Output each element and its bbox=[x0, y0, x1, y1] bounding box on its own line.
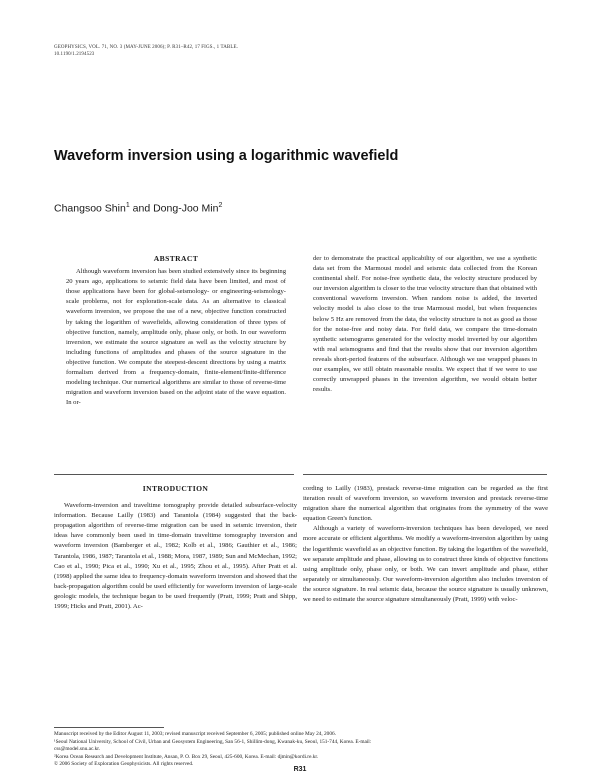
abstract-text-right: der to demonstrate the practical applicability of our algorithm, we use a synthetic data set from the Marmousi model and seismic data collected from the Korean continental shelf. For noise-free synthetic data, the velocity structure produced by our inversion algorithm is closer to the true velocity structure than that obtained with conventional waveform inversion. When random noise is added, the inverted velocity model is also close to the true Marmousi model, but when frequencies below 5 Hz are removed from the data, the velocity structure is not as good as those for the noise-free and noisy data. For field data, we compare the time-domain synthetic seismograms generated for the velocity model inverted by our algorithm with real seismograms and find that the results show that our inversion algorithm reveals short-period features of the subsurface. Although we use wrapped phases in our examples, we still obtain reasonable results. We expect that if we were to use correctly unwrapped phases in the inversion algorithm, we would obtain better results. bbox=[313, 255, 537, 394]
author-2: Dong-Joo Min bbox=[153, 202, 219, 215]
copyright-line: © 2006 Society of Exploration Geophysicists. All rights reserved. bbox=[54, 761, 194, 768]
manuscript-dates: Manuscript received by the Editor August 11, 2003; revised manuscript received September 6, 2005; published online May 24, 2006. bbox=[54, 731, 336, 737]
intro-left-column bbox=[54, 484, 297, 612]
paper-title: Waveform inversion using a logarithmic wavefield bbox=[54, 148, 399, 164]
affiliation-mark-2: 2 bbox=[218, 202, 223, 209]
affiliation-1: ¹Seoul National University, School of Civil, Urban and Geosystem Engineering, San 56-1, Shillim-dong, Kwanak-ku, Seoul, 151-744, Korea. E-mail: bbox=[54, 738, 372, 745]
intro-text-left: Waveform-inversion and traveltime tomography provide detailed subsurface-velocity information. Because Lailly (1983) and Tarantola (1984) suggested that the back-propagation algorithm of reverse-time migration can be used in seismic inversion, their ideas have commonly been used in time-domain traveltime tomography inversion and waveform inversion (Bamberger et al., 1982; Kolb et al., 1986; Gauthier et al., 1986; Tarantola, 1986, 1987; Tarantola et al., 1988; Mora, 1987, 1989; Sun and McMechan, 1992; Cao et al., 1990; Pica et al., 1990; Xu et al., 1995; Zhou et al., 1995). After Pratt et al. (1998) applied the same idea to frequency-domain waveform inversion and showed that the back-propagation algorithm could be used efficiently for waveform inversion of large-scale geologic models, the technique began to be used frequently (Pratt, 1999; Pratt and Shipp, 1999; Hicks and Pratt, 2001). Ac- bbox=[54, 502, 297, 611]
author-line bbox=[54, 202, 222, 215]
intro-text-right-p1: cording to Lailly (1983), prestack reverse-time migration can be regarded as the first iteration result of waveform inversion, so waveform inversion and prestack reverse-time migration share the numerical algorithm that originates from the symmetry of the wave equation Green's function. bbox=[303, 485, 548, 523]
abstract-right-column bbox=[313, 254, 537, 395]
author-1: Changsoo Shin bbox=[54, 202, 126, 215]
author-conjunction: and bbox=[132, 202, 151, 215]
doi-line: 10.1190/1.2194523 bbox=[54, 52, 95, 57]
affiliation-1-email: css@model.snu.ac.kr. bbox=[54, 746, 101, 753]
abstract-text-left: Although waveform inversion has been studied extensively since its beginning 20 years ago, applications to seismic field data have been limited, and most of those applications have been for global-seismology- or engineering-seismology-scale problems, not for exploration-scale data. As an alternative to classical waveform inversion, we propose the use of a new, objective function constructed by taking the logarithm of wavefields, allowing consideration of three types of objective function, namely, amplitude only, phase only, or both. In our waveform inversion, we estimate the source signature as well as the velocity structure by including functions of amplitudes and phases of the source signature in the objective function. We compute the steepest-descent directions by using a matrix formalism derived from a frequency-domain, finite-element/finite-difference modeling technique. Our numerical algorithms are similar to those of reverse-time migration and waveform inversion based on the adjoint state of the wave equation. In or- bbox=[66, 268, 286, 407]
footnote-rule bbox=[54, 727, 164, 728]
introduction-heading: INTRODUCTION bbox=[142, 484, 209, 493]
footnotes bbox=[54, 731, 550, 769]
abstract-heading: ABSTRACT bbox=[153, 254, 199, 263]
journal-header bbox=[54, 44, 238, 58]
abstract-left-column bbox=[66, 254, 286, 408]
affiliation-mark-1: 1 bbox=[125, 202, 130, 209]
section-rule-right bbox=[303, 474, 547, 475]
page-number: R31 bbox=[293, 766, 307, 773]
intro-right-column bbox=[303, 484, 548, 605]
affiliation-2: ²Korea Ocean Research and Development Institute, Ansan, P. O. Box 29, Seoul, 425-600, Korea. E-mail: djmin@kordi.re.kr. bbox=[54, 753, 319, 760]
citation-line: GEOPHYSICS, VOL. 71, NO. 3 (MAY-JUNE 2006); P. R31–R42, 17 FIGS., 1 TABLE. bbox=[54, 45, 239, 50]
section-rule-left bbox=[54, 474, 294, 475]
intro-text-right-p2: Although a variety of waveform-inversion techniques has been developed, we need more accurate or efficient algorithms. We modify a waveform-inversion algorithm by using the logarithmic wavefield as an objective function. By taking the logarithm of the wavefield, we separate amplitude and phase, allowing us to construct three kinds of objective functions using amplitude only, phase only, or both. We can invert amplitude and phase, either separately or simultaneously. Our waveform-inversion algorithm also includes inversion of the source signature. In real seismic data, because the source signature is usually unknown, we need to estimate the source signature simultaneously (Pratt, 1999) with veloc- bbox=[303, 525, 548, 604]
